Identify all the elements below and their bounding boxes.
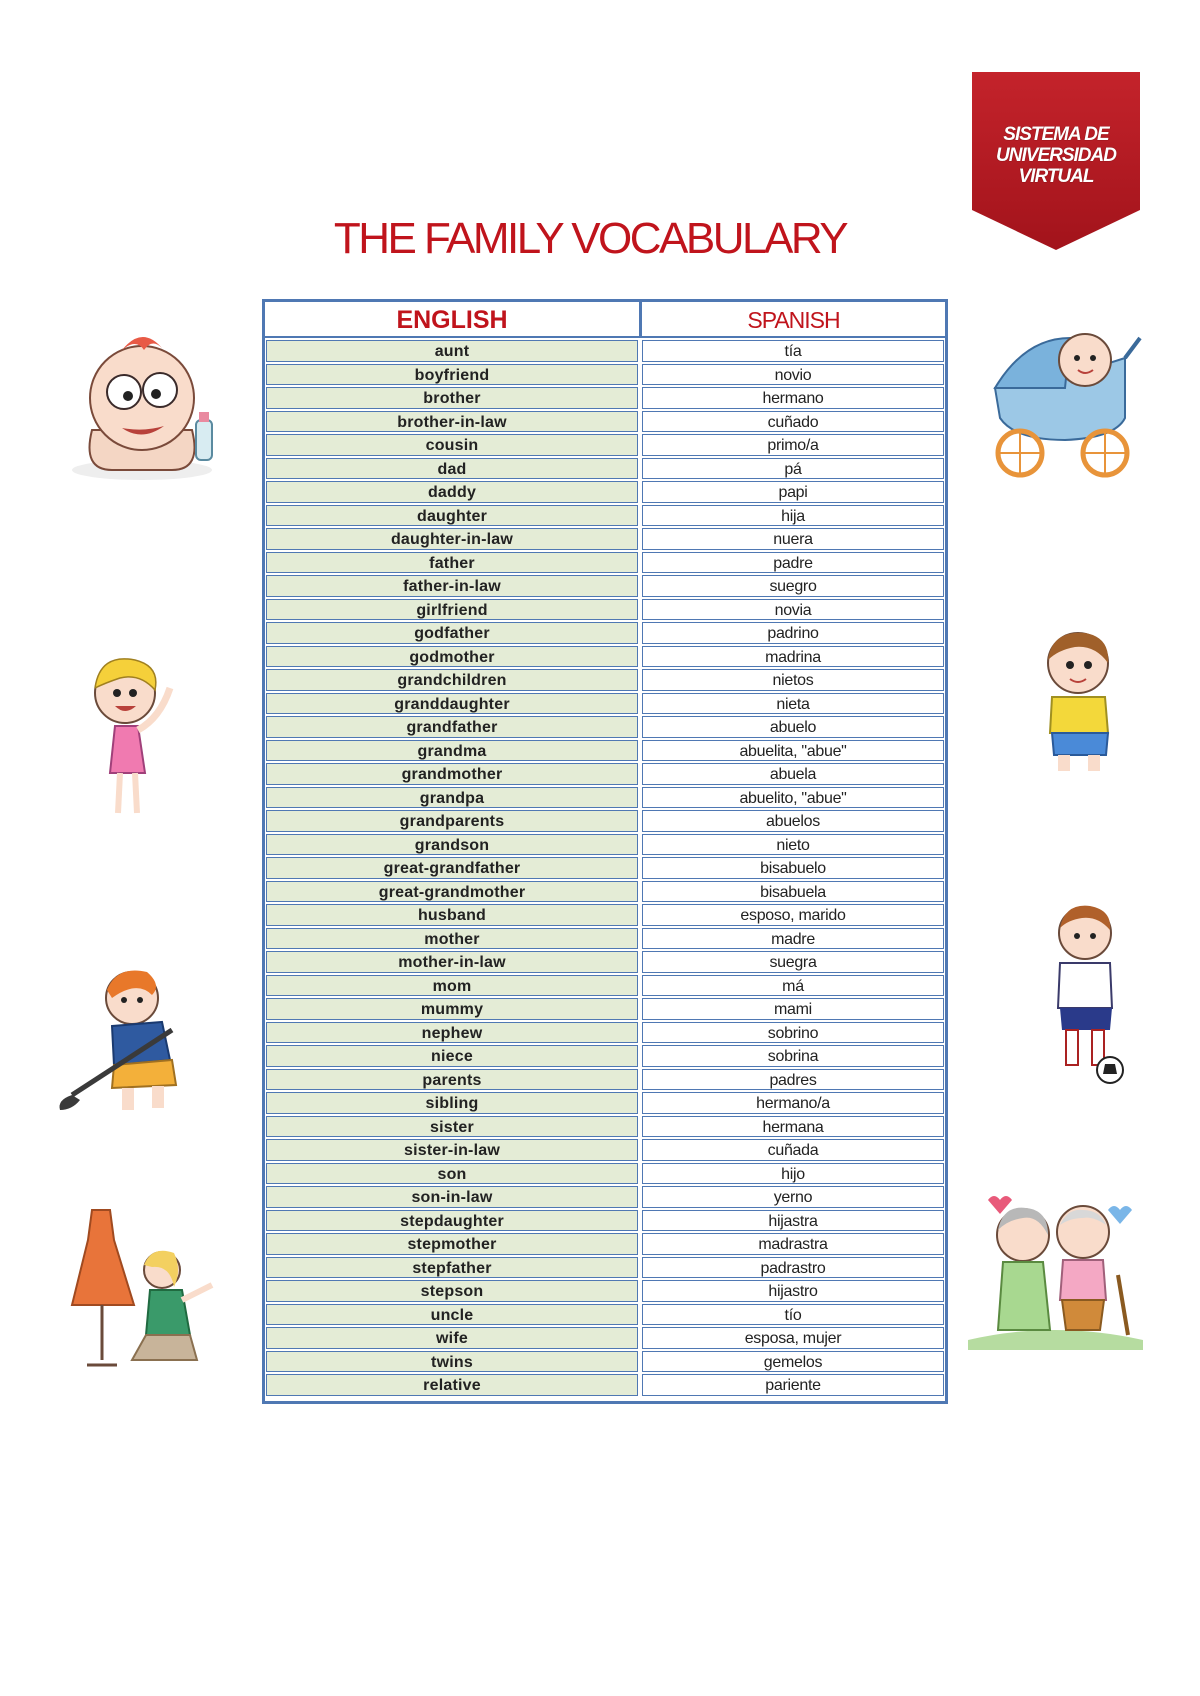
english-term: daughter-in-law	[266, 528, 638, 550]
spanish-term: novia	[642, 599, 944, 621]
header-english: ENGLISH	[265, 302, 642, 336]
english-term: stepson	[266, 1280, 638, 1302]
soccer-boy-illustration	[1040, 898, 1130, 1088]
badge-line-2: UNIVERSIDAD	[996, 145, 1116, 166]
university-logo-badge	[972, 72, 1140, 250]
spanish-term: sobrina	[642, 1045, 944, 1067]
table-row	[265, 434, 945, 458]
spanish-term: hermano	[642, 387, 944, 409]
spanish-term: papi	[642, 481, 944, 503]
spanish-term: nieto	[642, 834, 944, 856]
english-term: sibling	[266, 1092, 638, 1114]
spanish-term: hijastro	[642, 1280, 944, 1302]
spanish-term: nieta	[642, 693, 944, 715]
spanish-term: mami	[642, 998, 944, 1020]
english-term: wife	[266, 1327, 638, 1349]
table-row	[265, 763, 945, 787]
spanish-term: má	[642, 975, 944, 997]
table-row	[265, 1374, 945, 1398]
english-term: stepdaughter	[266, 1210, 638, 1232]
english-term: brother	[266, 387, 638, 409]
table-row	[265, 975, 945, 999]
spanish-term: abuelos	[642, 810, 944, 832]
table-row	[265, 1233, 945, 1257]
table-row	[265, 857, 945, 881]
english-term: parents	[266, 1069, 638, 1091]
table-row	[265, 1304, 945, 1328]
english-term: mother-in-law	[266, 951, 638, 973]
table-row	[265, 622, 945, 646]
table-row	[265, 364, 945, 388]
table-row	[265, 810, 945, 834]
english-term: daughter	[266, 505, 638, 527]
header-spanish: SPANISH	[747, 307, 840, 333]
spanish-term: pariente	[642, 1374, 944, 1396]
english-term: godfather	[266, 622, 638, 644]
english-term: uncle	[266, 1304, 638, 1326]
badge-line-1: SISTEMA DE	[1003, 124, 1109, 145]
english-term: mother	[266, 928, 638, 950]
english-term: grandpa	[266, 787, 638, 809]
spanish-term: esposa, mujer	[642, 1327, 944, 1349]
table-row	[265, 340, 945, 364]
table-row	[265, 716, 945, 740]
spanish-term: abuelita, "abue"	[642, 740, 944, 762]
table-row	[265, 1210, 945, 1234]
english-term: girlfriend	[266, 599, 638, 621]
spanish-term: abuelo	[642, 716, 944, 738]
table-row	[265, 928, 945, 952]
english-term: grandparents	[266, 810, 638, 832]
table-header	[265, 302, 945, 338]
spanish-term: nietos	[642, 669, 944, 691]
table-row	[265, 387, 945, 411]
table-row	[265, 1116, 945, 1140]
english-term: son	[266, 1163, 638, 1185]
spanish-term: padres	[642, 1069, 944, 1091]
english-term: sister-in-law	[266, 1139, 638, 1161]
table-row	[265, 834, 945, 858]
spanish-term: gemelos	[642, 1351, 944, 1373]
spanish-term: primo/a	[642, 434, 944, 456]
spanish-term: pá	[642, 458, 944, 480]
table-row	[265, 1351, 945, 1375]
english-term: son-in-law	[266, 1186, 638, 1208]
hockey-girl-illustration	[52, 960, 212, 1120]
baby-with-bottle-illustration	[52, 320, 232, 485]
waving-girl-illustration	[80, 648, 190, 818]
english-term: grandfather	[266, 716, 638, 738]
table-row	[265, 1257, 945, 1281]
spanish-term: abuelito, "abue"	[642, 787, 944, 809]
table-row	[265, 904, 945, 928]
grandparents-couple-illustration	[958, 1180, 1148, 1350]
spanish-term: madrastra	[642, 1233, 944, 1255]
spanish-term: cuñado	[642, 411, 944, 433]
table-row	[265, 881, 945, 905]
english-term: father	[266, 552, 638, 574]
english-term: nephew	[266, 1022, 638, 1044]
table-row	[265, 552, 945, 576]
english-term: mom	[266, 975, 638, 997]
english-term: husband	[266, 904, 638, 926]
english-term: boyfriend	[266, 364, 638, 386]
table-row	[265, 693, 945, 717]
spanish-term: yerno	[642, 1186, 944, 1208]
table-row	[265, 1327, 945, 1351]
table-row	[265, 1280, 945, 1304]
spanish-term: hijo	[642, 1163, 944, 1185]
english-term: great-grandmother	[266, 881, 638, 903]
spanish-term: tía	[642, 340, 944, 362]
table-row	[265, 1069, 945, 1093]
table-row	[265, 411, 945, 435]
spanish-term: suegra	[642, 951, 944, 973]
table-row	[265, 575, 945, 599]
english-term: grandma	[266, 740, 638, 762]
badge-line-3: VIRTUAL	[1018, 166, 1094, 187]
english-term: brother-in-law	[266, 411, 638, 433]
spanish-term: padre	[642, 552, 944, 574]
table-row	[265, 646, 945, 670]
table-row	[265, 951, 945, 975]
spanish-term: sobrino	[642, 1022, 944, 1044]
english-term: stepmother	[266, 1233, 638, 1255]
table-row	[265, 1092, 945, 1116]
english-term: sister	[266, 1116, 638, 1138]
spanish-term: bisabuelo	[642, 857, 944, 879]
spanish-term: madre	[642, 928, 944, 950]
spanish-term: esposo, marido	[642, 904, 944, 926]
table-body	[265, 338, 945, 1401]
table-row	[265, 787, 945, 811]
spanish-term: hermana	[642, 1116, 944, 1138]
english-term: grandchildren	[266, 669, 638, 691]
spanish-term: cuñada	[642, 1139, 944, 1161]
english-term: niece	[266, 1045, 638, 1067]
english-term: mummy	[266, 998, 638, 1020]
english-term: dad	[266, 458, 638, 480]
english-term: grandmother	[266, 763, 638, 785]
table-row	[265, 599, 945, 623]
baby-in-stroller-illustration	[985, 318, 1145, 480]
spanish-term: novio	[642, 364, 944, 386]
table-row	[265, 1045, 945, 1069]
badge-text	[972, 124, 1140, 187]
spanish-term: abuela	[642, 763, 944, 785]
spanish-term: hijastra	[642, 1210, 944, 1232]
english-term: father-in-law	[266, 575, 638, 597]
spanish-term: bisabuela	[642, 881, 944, 903]
table-row	[265, 669, 945, 693]
spanish-term: padrastro	[642, 1257, 944, 1279]
table-row	[265, 998, 945, 1022]
page-title: THE FAMILY VOCABULARY	[333, 214, 847, 263]
english-term: relative	[266, 1374, 638, 1396]
spanish-term: suegro	[642, 575, 944, 597]
table-row	[265, 528, 945, 552]
spanish-term: hermano/a	[642, 1092, 944, 1114]
english-term: great-grandfather	[266, 857, 638, 879]
spanish-term: madrina	[642, 646, 944, 668]
table-row	[265, 740, 945, 764]
spanish-term: tío	[642, 1304, 944, 1326]
spanish-term: nuera	[642, 528, 944, 550]
vocabulary-table	[262, 299, 948, 1404]
english-term: grandson	[266, 834, 638, 856]
thinking-boy-illustration	[1030, 625, 1125, 775]
seamstress-with-dress-illustration	[62, 1195, 227, 1375]
english-term: stepfather	[266, 1257, 638, 1279]
english-term: twins	[266, 1351, 638, 1373]
table-row	[265, 1163, 945, 1187]
english-term: cousin	[266, 434, 638, 456]
table-row	[265, 481, 945, 505]
spanish-term: padrino	[642, 622, 944, 644]
table-row	[265, 1022, 945, 1046]
english-term: daddy	[266, 481, 638, 503]
spanish-term: hija	[642, 505, 944, 527]
english-term: aunt	[266, 340, 638, 362]
table-row	[265, 458, 945, 482]
table-row	[265, 1139, 945, 1163]
table-row	[265, 1186, 945, 1210]
english-term: granddaughter	[266, 693, 638, 715]
english-term: godmother	[266, 646, 638, 668]
table-row	[265, 505, 945, 529]
